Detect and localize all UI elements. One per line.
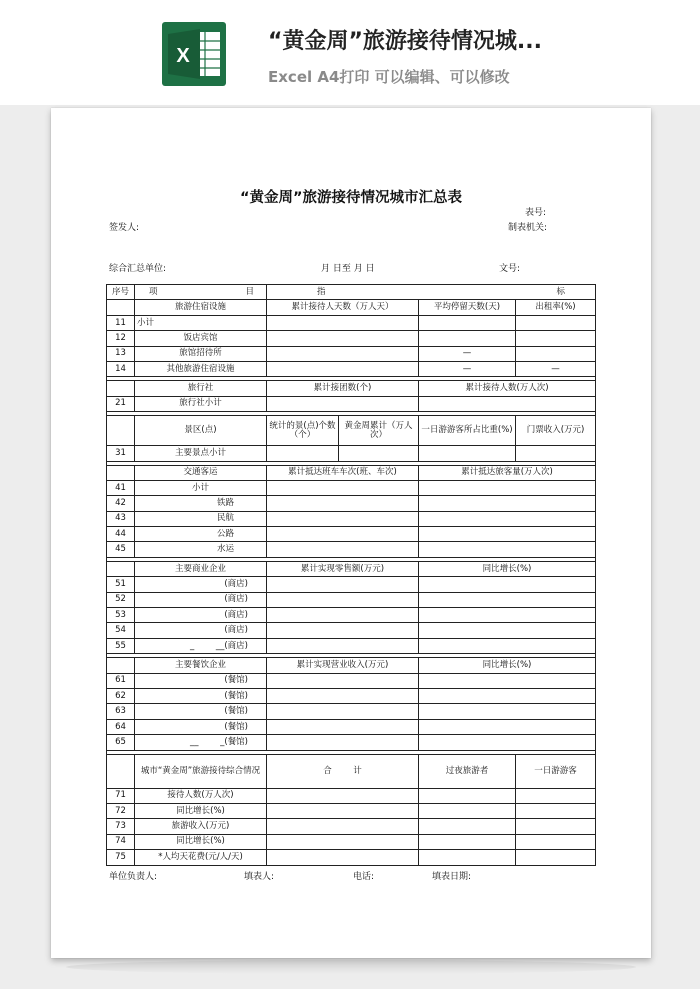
table-row: 21 旅行社小计	[107, 396, 596, 411]
table-row: 14 其他旅游住宿设施 — —	[107, 361, 596, 376]
document-page	[51, 108, 651, 958]
table-row: 51 (商店)	[107, 577, 596, 592]
table-row: 13 旅馆招待所 —	[107, 346, 596, 361]
footer-leader-label: 单位负责人:	[109, 872, 158, 882]
page-header	[0, 0, 700, 105]
column-header: 出租率(%)	[516, 300, 596, 315]
table-row: 41 小计	[107, 480, 596, 495]
app-subtitle: Excel A4打印 可以编辑、可以修改	[268, 68, 510, 86]
section-title: 主要餐饮企业	[135, 658, 267, 673]
column-header: 累计实现营业收入(万元)	[267, 658, 419, 673]
table-row: 61 (餐馆)	[107, 673, 596, 688]
section-header-row	[107, 381, 596, 396]
table-row: 52 (商店)	[107, 592, 596, 607]
footer-filler-label: 填表人:	[244, 872, 275, 882]
section-title: 旅游住宿设施	[135, 300, 267, 315]
table-row: 71 接待人数(万人次)	[107, 788, 596, 803]
head-no: 序号	[107, 285, 135, 300]
column-header: 累计接待人数(万人次)	[419, 381, 596, 396]
app-title: “黄金周”旅游接待情况城...	[268, 29, 542, 54]
table-row: 65 __ _(餐馆)	[107, 735, 596, 750]
section-title: 交通客运	[135, 465, 267, 480]
document-title: “黄金周”旅游接待情况城市汇总表	[239, 190, 463, 206]
table-row: 75 *人均天花费(元/人/天)	[107, 850, 596, 865]
column-header: 一日游游客	[516, 754, 596, 788]
table-row: 64 (餐馆)	[107, 719, 596, 734]
table-row: 45 水运	[107, 542, 596, 557]
table-row: 62 (餐馆)	[107, 688, 596, 703]
table-row: 74 同比增长(%)	[107, 834, 596, 849]
summary-unit-label: 综合汇总单位:	[109, 264, 167, 274]
table-row: 63 (餐馆)	[107, 704, 596, 719]
section-title: 景区(点)	[135, 416, 267, 446]
table-row: 12 饭店宾馆	[107, 331, 596, 346]
footer-date-label: 填表日期:	[432, 872, 472, 882]
column-header: 过夜旅游者	[419, 754, 516, 788]
column-header: 累计接待人天数（万人天）	[267, 300, 419, 315]
column-header: 平均停留天数(天)	[419, 300, 516, 315]
column-header: 一日游游客所占比重(%)	[419, 416, 516, 446]
svg-text:X: X	[176, 45, 190, 67]
head-metric: 指 标	[267, 285, 596, 300]
column-header: 累计抵达旅客量(万人次)	[419, 465, 596, 480]
table-row: 72 同比增长(%)	[107, 803, 596, 818]
date-range: 月 日至 月 日	[321, 264, 375, 274]
section-header-row	[107, 465, 596, 480]
column-header: 同比增长(%)	[419, 561, 596, 576]
column-header: 门票收入(万元)	[516, 416, 596, 446]
table-row: 54 (商店)	[107, 623, 596, 638]
column-header: 黄金周累计（万人次）	[339, 416, 419, 446]
head-item: 项 目	[135, 285, 267, 300]
footer-phone-label: 电话:	[353, 872, 375, 882]
table-row: 43 民航	[107, 511, 596, 526]
column-header: 统计的景(点)个数（个）	[267, 416, 339, 446]
section-title: 主要商业企业	[135, 561, 267, 576]
section-header-row	[107, 416, 596, 446]
table-row: 55 _ __(商店)	[107, 638, 596, 653]
column-header: 累计接团数(个)	[267, 381, 419, 396]
section-header-row	[107, 561, 596, 576]
section-header-row	[107, 300, 596, 315]
table-head-row	[107, 285, 596, 300]
table-row: 42 铁路	[107, 496, 596, 511]
table-row: 31 主要景点小计	[107, 446, 596, 461]
table-row: 73 旅游收入(万元)	[107, 819, 596, 834]
form-number-label: 表号:	[525, 208, 547, 218]
paper-shadow	[66, 960, 636, 974]
section-title: 城市“黄金周”旅游接待综合情况	[135, 754, 267, 788]
doc-number-label: 文号:	[499, 264, 521, 274]
table-row: 11 小计	[107, 315, 596, 330]
section-title: 旅行社	[135, 381, 267, 396]
issuer-label: 签发人:	[109, 223, 140, 233]
maker-label: 制表机关:	[508, 223, 548, 233]
table-row: 44 公路	[107, 527, 596, 542]
column-header: 累计实现零售额(万元)	[267, 561, 419, 576]
table-row: 53 (商店)	[107, 608, 596, 623]
column-header: 同比增长(%)	[419, 658, 596, 673]
section-header-row	[107, 658, 596, 673]
column-header: 合 计	[267, 754, 419, 788]
summary-table	[106, 284, 596, 866]
excel-logo-icon	[162, 22, 226, 86]
section-header-row	[107, 754, 596, 788]
column-header: 累计抵达班车车次(班、车次)	[267, 465, 419, 480]
